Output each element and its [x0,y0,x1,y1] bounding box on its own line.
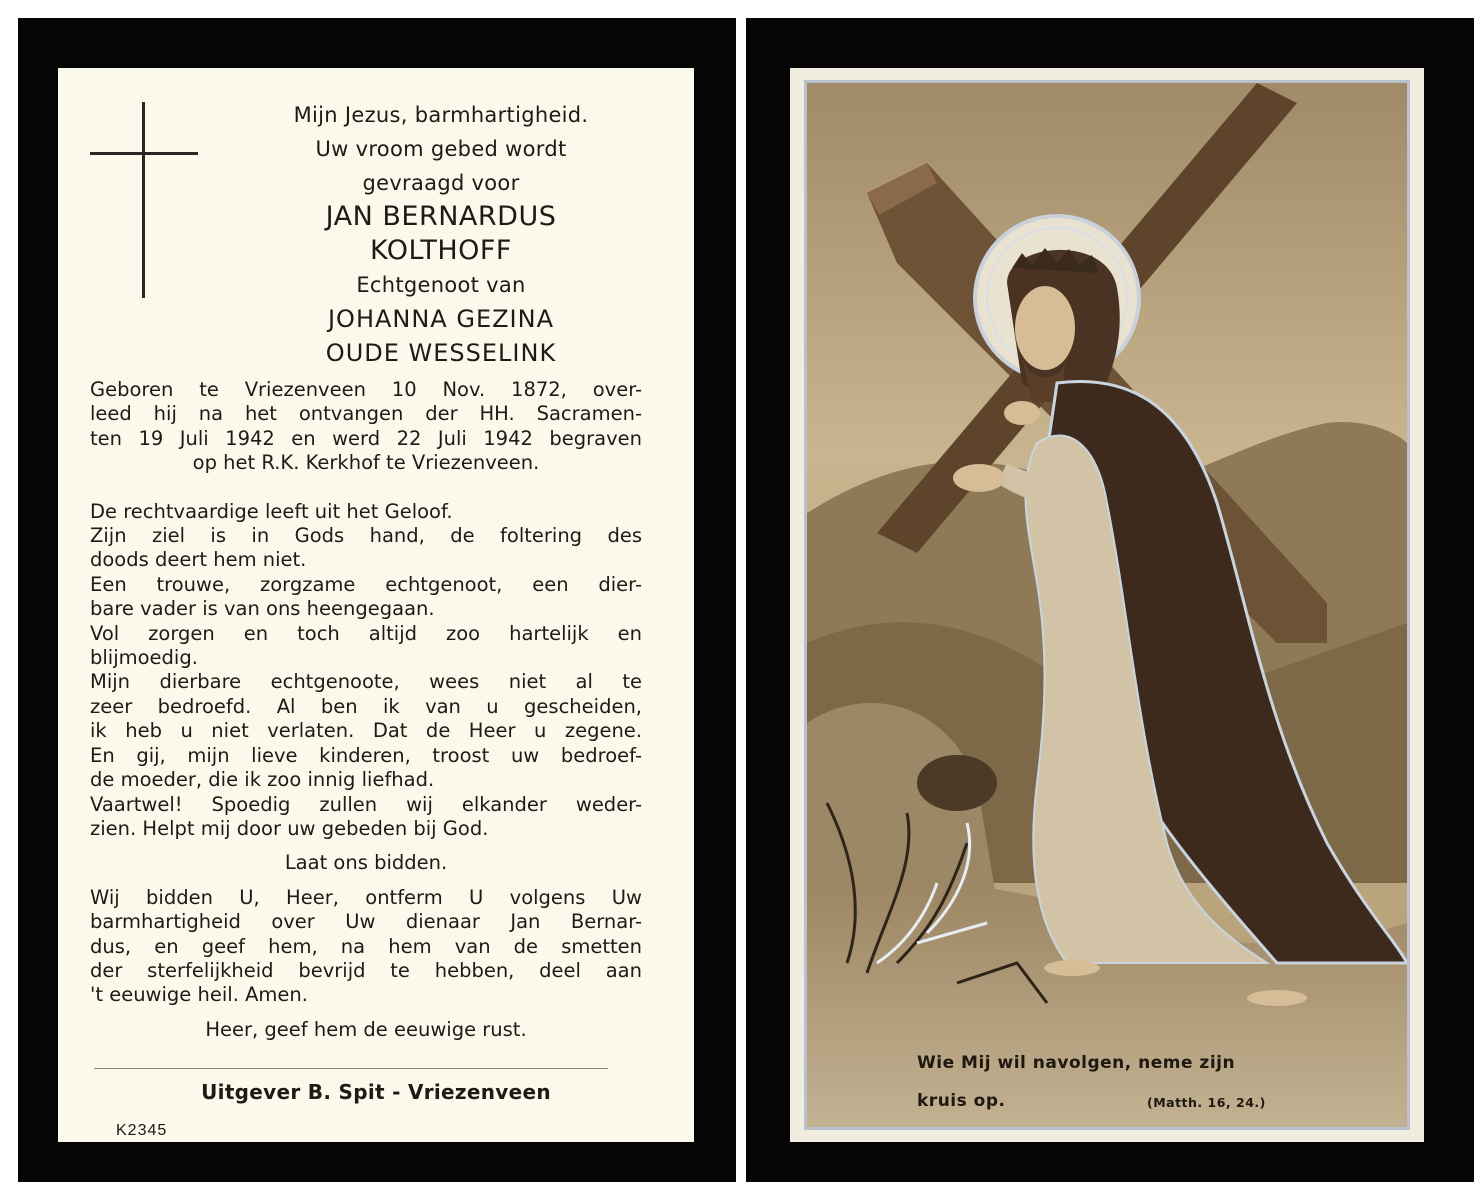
biography-line: op het R.K. Kerkhof te Vriezenveen. [192,451,540,475]
mourning-card-text-side [18,18,736,1182]
caption-line: kruis op. [917,1091,1006,1111]
verse-line: En gij, mijn lieve kinderen, troost uw bedroef- [90,743,642,767]
prayer-line: Wij bidden U, Heer, ontferm U volgens Uw [90,885,642,909]
verse-line: Zijn ziel is in Gods hand, de foltering des [90,524,642,548]
verse-line: De rechtvaardige leeft uit het Geloof. [90,499,453,523]
verse-line: blijmoedig. [90,646,198,670]
prayer-line: 't eeuwige heil. Amen. [90,983,308,1007]
verse-line: Vaartwel! Spoedig zullen wij elkander weder- [90,792,642,816]
scripture-reference: (Matth. 16, 24.) [1147,1095,1266,1110]
deceased-name-last: KOLTHOFF [370,235,512,266]
biography-line: leed hij na het ontvangen der HH. Sacramen- [90,402,642,426]
cross-icon-bar [90,152,198,155]
verse-line: zien. Helpt mij door uw gebeden bij God. [90,816,489,840]
spouse-name-first: JOHANNA GEZINA [327,305,555,333]
card-body [90,378,642,1042]
invocation: Mijn Jezus, barmhartigheid. [293,103,589,127]
verse-line: de moeder, die ik zoo innig liefhad. [90,768,435,792]
caption-line: Wie Mij wil navolgen, neme zijn [917,1053,1236,1073]
publisher: Uitgever B. Spit - Vriezenveen [201,1080,551,1104]
request-line-2: gevraagd voor [362,171,520,195]
picture-frame [804,80,1410,1130]
card-code: K2345 [116,1122,168,1139]
verse-line: zeer bedroefd. Al ben ik van u gescheiden, [90,694,642,718]
closing-line: Heer, geef hem de eeuwige rust. [205,1017,527,1041]
text-panel [58,68,694,1142]
spouse-intro: Echtgenoot van [356,273,526,297]
mourning-card-picture-side [746,18,1474,1182]
verse-line: Vol zorgen en toch altijd zoo hartelijk en [90,621,642,645]
christ-carrying-cross-icon [807,83,1407,1127]
verse-line: Mijn dierbare echtgenoote, wees niet al te [90,670,642,694]
verse-line: ik heb u niet verlaten. Dat de Heer u zegene. [90,719,642,743]
biography-line: Geboren te Vriezenveen 10 Nov. 1872, over- [90,378,642,401]
picture-panel [790,68,1424,1142]
prayer-title: Laat ons bidden. [284,851,448,875]
prayer-line: der sterfelijkheid bevrijd te hebben, deel aan [90,958,642,982]
deceased-name-first: JAN BERNARDUS [325,201,557,232]
request-line: Uw vroom gebed wordt [315,137,567,161]
prayer-line: barmhartigheid over Uw dienaar Jan Bernar- [90,910,642,934]
biography-line: ten 19 Juli 1942 en werd 22 Juli 1942 begraven [90,426,642,450]
cross-icon [142,102,145,298]
verse-line: Een trouwe, zorgzame echtgenoot, een dier- [90,572,642,596]
divider [94,1068,608,1069]
spouse-name-last: OUDE WESSELINK [325,339,557,367]
verse-line: doods deert hem niet. [90,548,307,572]
verse-line: bare vader is van ons heengegaan. [90,597,435,621]
card-header [258,98,624,370]
prayer-line: dus, en geef hem, na hem van de smetten [90,934,642,958]
